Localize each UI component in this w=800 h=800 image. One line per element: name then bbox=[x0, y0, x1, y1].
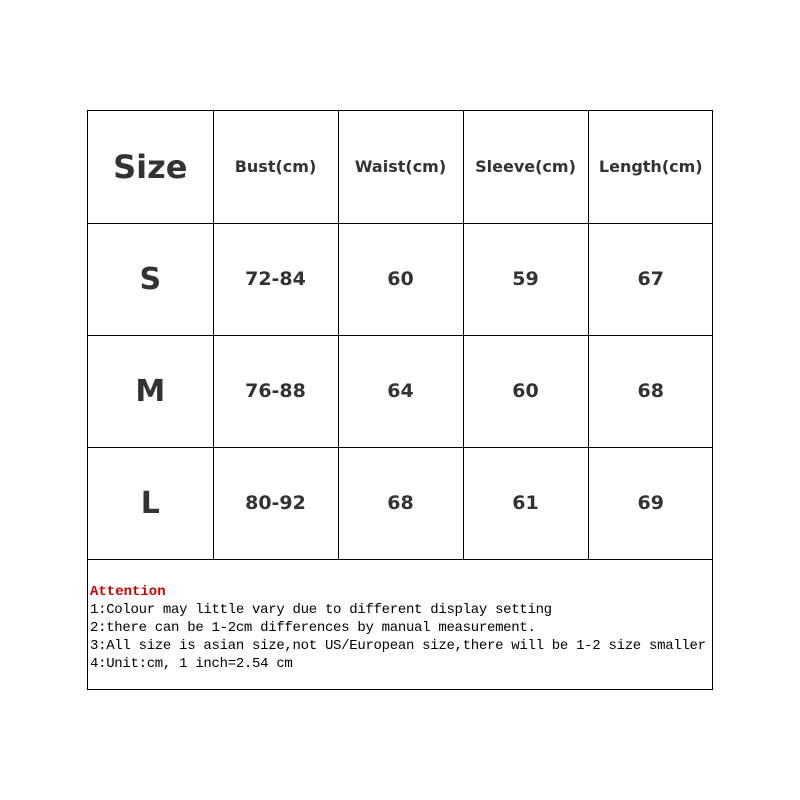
header-sleeve: Sleeve(cm) bbox=[463, 111, 588, 223]
sleeve-value: 59 bbox=[463, 223, 588, 335]
bust-value: 72-84 bbox=[213, 223, 338, 335]
size-table bbox=[88, 111, 713, 560]
length-value: 68 bbox=[588, 335, 713, 447]
size-label: S bbox=[88, 223, 213, 335]
sleeve-value: 60 bbox=[463, 335, 588, 447]
waist-value: 68 bbox=[338, 447, 463, 559]
header-row bbox=[88, 111, 713, 223]
size-chart bbox=[87, 110, 713, 690]
table-row bbox=[88, 223, 713, 335]
length-value: 67 bbox=[588, 223, 713, 335]
note-line: 1:Colour may little vary due to different display setting bbox=[90, 602, 552, 618]
waist-value: 60 bbox=[338, 223, 463, 335]
sleeve-value: 61 bbox=[463, 447, 588, 559]
table-row bbox=[88, 335, 713, 447]
header-waist: Waist(cm) bbox=[338, 111, 463, 223]
attention-title: Attention bbox=[90, 584, 166, 600]
size-label: M bbox=[88, 335, 213, 447]
header-length: Length(cm) bbox=[588, 111, 713, 223]
waist-value: 64 bbox=[338, 335, 463, 447]
header-size: Size bbox=[88, 111, 213, 223]
size-label: L bbox=[88, 447, 213, 559]
note-line: 4:Unit:cm, 1 inch=2.54 cm bbox=[90, 656, 293, 672]
note-line: 2:there can be 1-2cm differences by manual measurement. bbox=[90, 620, 536, 636]
attention-notes bbox=[90, 583, 710, 673]
header-bust: Bust(cm) bbox=[213, 111, 338, 223]
bust-value: 76-88 bbox=[213, 335, 338, 447]
length-value: 69 bbox=[588, 447, 713, 559]
note-line: 3:All size is asian size,not US/European size,there will be 1-2 size smaller bbox=[90, 638, 706, 654]
table-row bbox=[88, 447, 713, 559]
bust-value: 80-92 bbox=[213, 447, 338, 559]
